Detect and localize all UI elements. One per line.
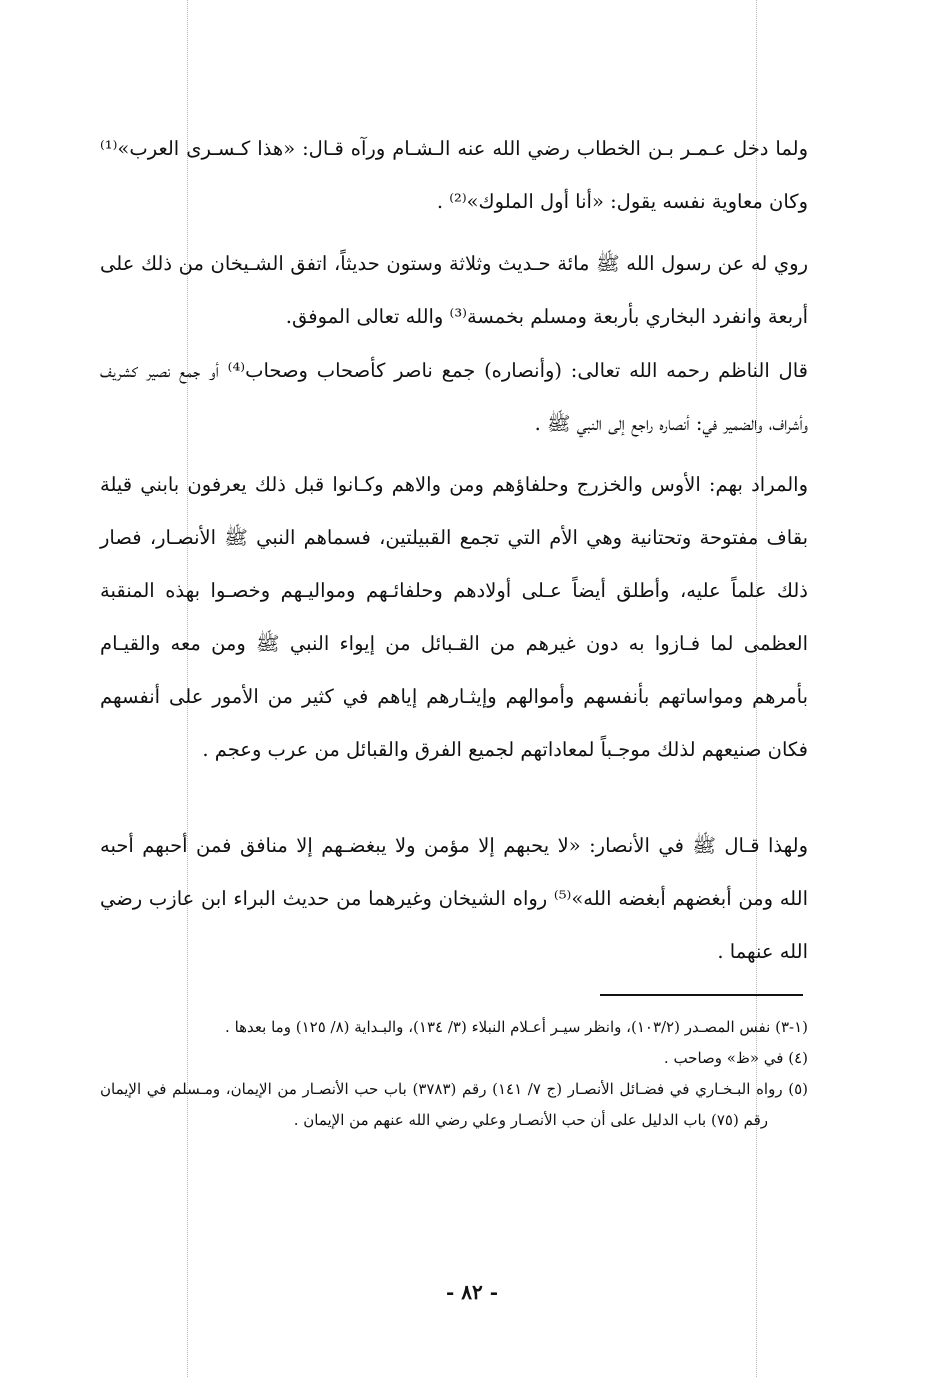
footnote-1-3: (١-٣) نفس المصـدر (١٠٣/٢)، وانظر سيـر أعـلام النبلاء (٣/ ١٣٤)، والبـداية (٨/ ١٢٥) وما بعدها .: [225, 1018, 808, 1036]
paragraph-4: والمراد بهم: الأوس والخزرج وحلفاؤهم ومن والاهم وكـانوا قبل ذلك يعرفون بابني قيلة بقاف مفتوحة وتحتانية وهي الأم التي تجمع القبيلتين، فسماهم النبي ﷺ الأنصـار، فصار ذلك علماً عليه، وأطلق أيضاً عـلى أولادهم وحلفائـهم ومواليـهم وخصـوا بهذه المنقبة العظمى لما فـازوا به دون غيرهم من القـبائل من إيواء النبي ﷺ ومن معه والقيـام بأمرهم ومواساتهم بأنفسهم وأموالهم وإيثـارهم إياهم في كثير من الأمور على أنفسهم فكان صنيعهم لذلك موجـباً لمعاداتهم لجميع الفرق والقبائل من عرب وعجم .: [100, 473, 808, 761]
paragraph-2: روي له عن رسول الله ﷺ مائة حـديث وثلاثة وستون حديثاً، اتفق الشـيخان من ذلك على أربعة وانفرد البخاري بأربعة ومسلم بخمسة⁽³⁾ والله تعالى الموفق.: [100, 252, 808, 328]
paragraph-1: ولما دخل عـمـر بـن الخطاب رضي الله عنه الـشـام ورآه قـال: «هذا كـسـرى العرب»⁽¹⁾ وكان معاوية نفسه يقول: «أنا أول الملوك»⁽²⁾ .: [100, 137, 808, 213]
footnote-separator: [600, 994, 803, 996]
page-number: - ٨٢ -: [445, 1280, 498, 1304]
paragraph-3: قال الناظم رحمه الله تعالى: (وأنصاره) جمع ناصر كأصحاب وصحاب⁽⁴⁾ أو جمع نصير كشريف وأشراف، والضمير في: أنصاره راجع إلى النبي ﷺ .: [100, 359, 808, 435]
footnote-4: (٤) في «ظ» وصاحب .: [663, 1049, 808, 1067]
footnote-5: (٥) رواه البـخـاري في فضـائل الأنصـار (ج ٧/ ١٤١) رقم (٣٧٨٣) باب حب الأنصـار من الإيمان، ومـسلم في الإيمان رقم (٧٥) باب الدليل على أن حب الأنصـار وعلي رضي الله عنهم من الإيمان .: [100, 1080, 809, 1129]
paragraph-5: ولهذا قـال ﷺ في الأنصار: «لا يحبهم إلا مؤمن ولا يبغضـهم إلا منافق فمن أحبهم أحبه الله ومن أبغضهم أبغضه الله»⁽⁵⁾ رواه الشيخان وغيرهما من حديث البراء ابن عازب رضي الله عنهما .: [100, 834, 808, 963]
footnotes: [100, 1012, 808, 1136]
